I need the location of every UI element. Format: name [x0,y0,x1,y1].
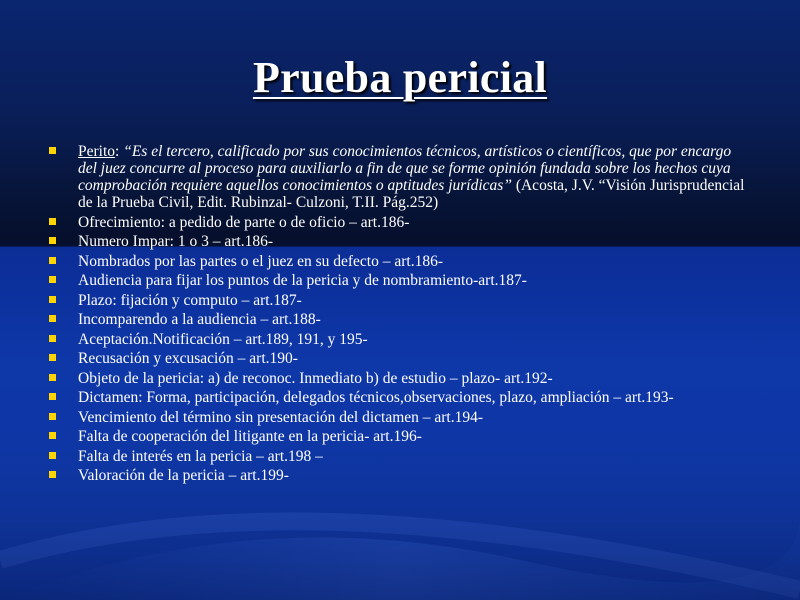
list-item-text: Audiencia para fijar los puntos de la pericia y de nombramiento-art.187- [78,272,527,289]
list-item-text: Objeto de la pericia: a) de reconoc. Inmediato b) de estudio – plazo- art.192- [78,369,553,387]
list-item [48,311,748,328]
square-bullet-icon [49,237,56,244]
list-item-text: Valoración de la pericia – art.199- [78,467,289,484]
square-bullet-icon [49,257,56,264]
list-item [48,389,748,406]
list-item [48,214,748,231]
definition-quote: “Es el tercero, calificado por sus conocimientos técnicos, artísticos o científicos, que por encargo del juez concurre al proceso para auxiliarlo a fin de que se forme opinión fundada sobre los hechos cuya comprobación requiere aquellos conocimientos o aptitudes jurídicas” [78,143,732,194]
square-bullet-icon [49,432,56,439]
list-item [48,350,748,367]
bullet-list [48,143,748,487]
list-item-text: Dictamen: Forma, participación, delegados técnicos,observaciones, plazo, ampliación – art.193- [78,389,674,406]
square-bullet-icon [49,374,56,381]
list-item [48,292,748,309]
list-item-text: Plazo: fijación y computo – art.187- [78,291,302,309]
list-item-text: Ofrecimiento: a pedido de parte o de oficio – art.186- [78,213,410,231]
square-bullet-icon [49,315,56,322]
square-bullet-icon [49,413,56,420]
list-item [48,409,748,426]
square-bullet-icon [49,452,56,459]
square-bullet-icon [49,354,56,361]
list-item [48,233,748,250]
square-bullet-icon [49,296,56,303]
list-item [48,467,748,484]
square-bullet-icon [49,276,56,283]
term-colon: : [115,143,120,160]
list-item [48,272,748,289]
list-item [48,370,748,387]
list-item [48,253,748,270]
square-bullet-icon [49,471,56,478]
list-item [48,143,748,211]
list-item [48,428,748,445]
list-item-text: Aceptación.Notificación – art.189, 191, y 195- [78,330,368,348]
citation: (Acosta, J.V. “Visión Jurisprudencial de la Prueba Civil, Edit. Rubinzal- Culzoni, T.II. Pág.252) [78,177,745,211]
slide-title: Prueba pericial [252,53,548,102]
list-item-text: Recusación y excusación – art.190- [78,350,298,367]
list-item [48,448,748,465]
list-item-text: Falta de interés en la pericia – art.198 – [78,447,323,465]
list-item-text: Falta de cooperación del litigante en la pericia- art.196- [78,428,422,445]
square-bullet-icon [49,335,56,342]
list-item-text: Vencimiento del término sin presentación del dictamen – art.194- [78,408,484,426]
list-item [48,331,748,348]
term-perito: Perito [78,143,116,160]
square-bullet-icon [49,218,56,225]
square-bullet-icon [49,393,56,400]
square-bullet-icon [49,147,56,154]
list-item-text: Nombrados por las partes o el juez en su defecto – art.186- [78,252,443,270]
list-item-text: Numero Impar: 1 o 3 – art.186- [78,233,273,250]
list-item-text: Incomparendo a la audiencia – art.188- [78,311,321,328]
